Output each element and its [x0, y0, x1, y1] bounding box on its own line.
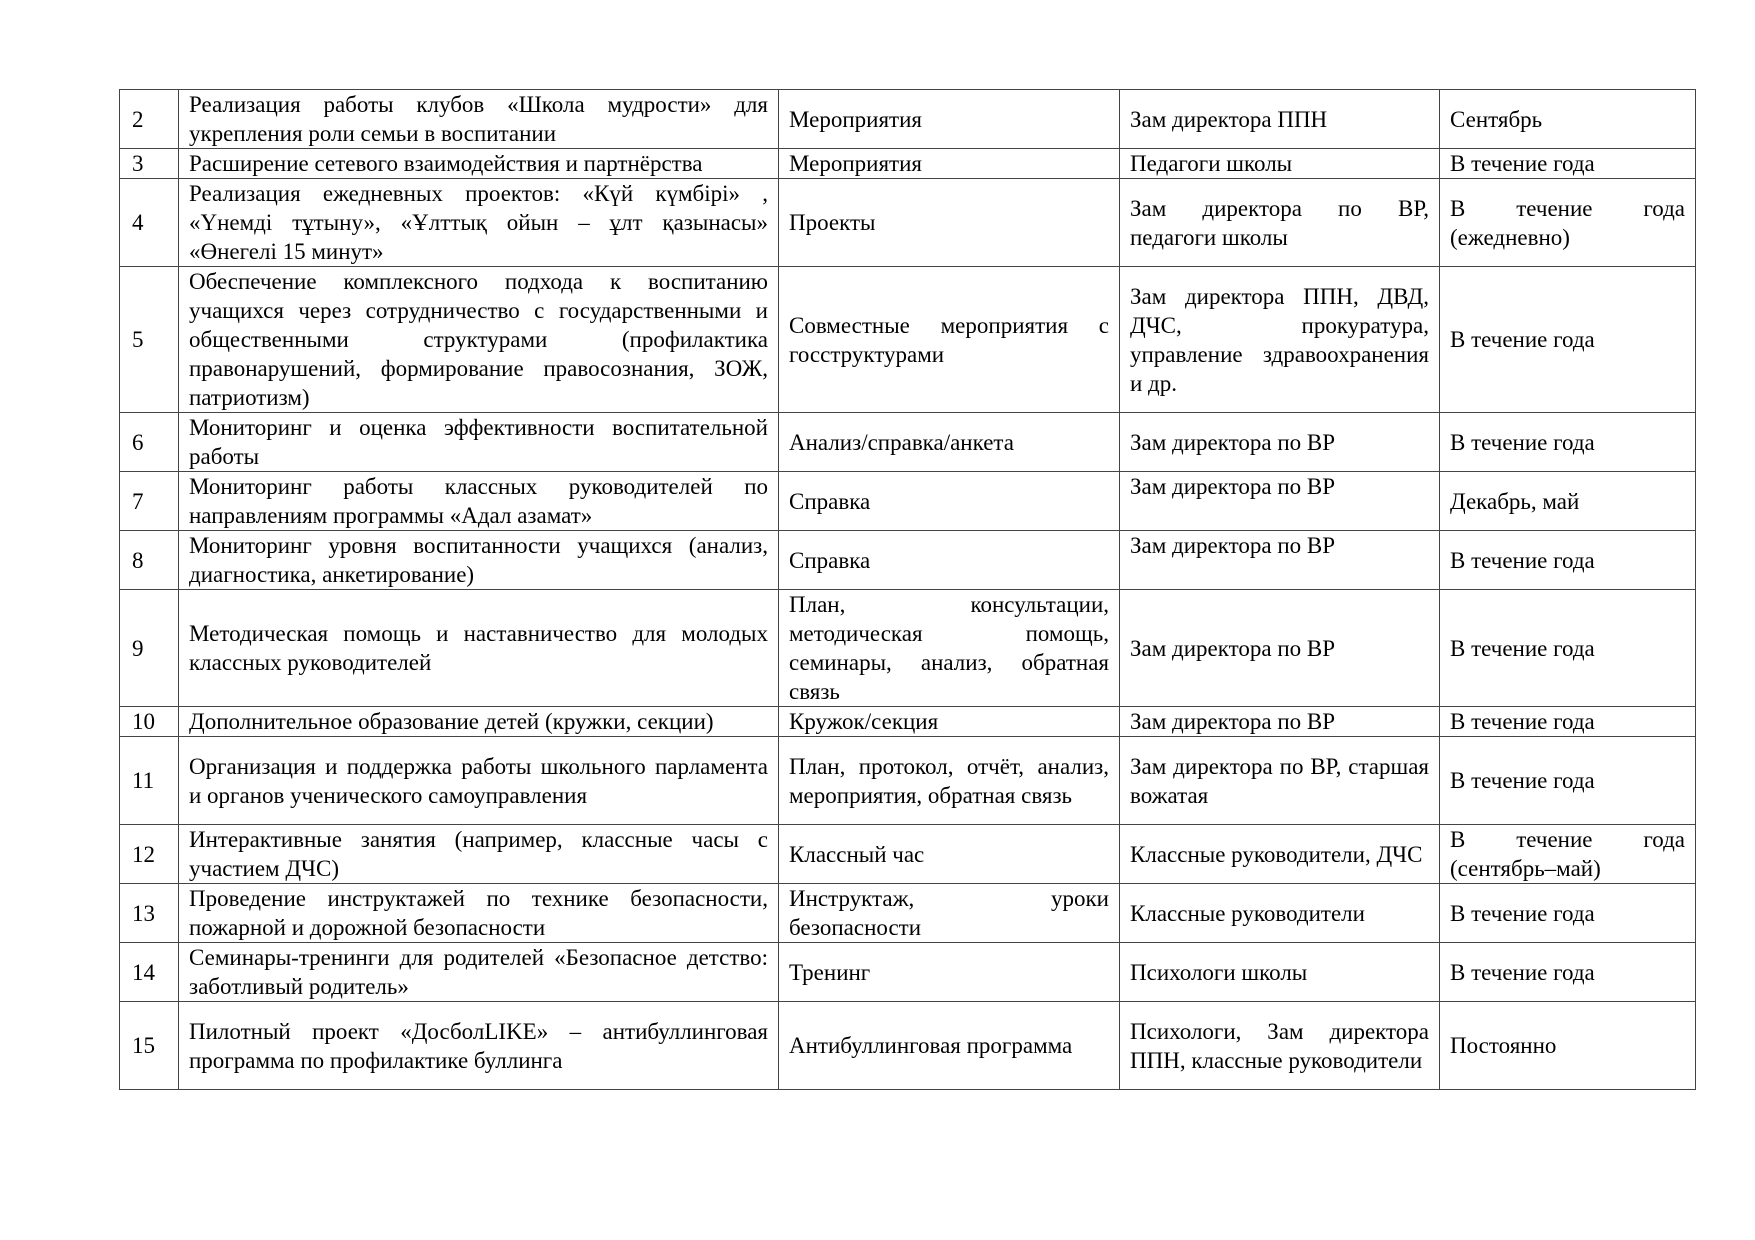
- timing-cell: В течение года (ежедневно): [1440, 179, 1696, 267]
- table-row: [120, 149, 1696, 179]
- timing-cell: В течение года: [1440, 884, 1696, 943]
- timing-cell: Декабрь, май: [1440, 472, 1696, 531]
- table-row: [120, 472, 1696, 531]
- form-cell: Проекты: [779, 179, 1120, 267]
- form-cell: Классный час: [779, 825, 1120, 884]
- table-row: [120, 943, 1696, 1002]
- responsible-cell: Зам директора по ВР: [1120, 413, 1440, 472]
- activity-cell: Реализация работы клубов «Школа мудрости» для укрепления роли семьи в воспитании: [179, 90, 779, 149]
- form-cell: План, консультации, методическая помощь, семинары, анализ, обратная связь: [779, 590, 1120, 707]
- table-row: [120, 737, 1696, 825]
- row-number: 6: [120, 413, 179, 472]
- responsible-cell: Зам директора по ВР: [1120, 531, 1440, 590]
- form-cell: Антибуллинговая программа: [779, 1002, 1120, 1090]
- activity-cell: Мониторинг уровня воспитанности учащихся (анализ, диагностика, анкетирование): [179, 531, 779, 590]
- row-number: 5: [120, 267, 179, 413]
- activity-cell: Организация и поддержка работы школьного парламента и органов ученического самоуправления: [179, 737, 779, 825]
- form-cell: План, протокол, отчёт, анализ, мероприятия, обратная связь: [779, 737, 1120, 825]
- row-number: 10: [120, 707, 179, 737]
- activity-cell: Мониторинг работы классных руководителей по направлениям программы «Адал азамат»: [179, 472, 779, 531]
- table-row: [120, 90, 1696, 149]
- plan-table: [119, 89, 1696, 1090]
- responsible-cell: Зам директора по ВР: [1120, 590, 1440, 707]
- row-number: 8: [120, 531, 179, 590]
- activity-cell: Семинары-тренинги для родителей «Безопасное детство: заботливый родитель»: [179, 943, 779, 1002]
- form-cell: Справка: [779, 531, 1120, 590]
- timing-cell: В течение года: [1440, 737, 1696, 825]
- form-cell: Кружок/секция: [779, 707, 1120, 737]
- timing-cell: Постоянно: [1440, 1002, 1696, 1090]
- responsible-cell: Зам директора по ВР: [1120, 472, 1440, 531]
- table-row: [120, 1002, 1696, 1090]
- responsible-cell: Психологи, Зам директора ППН, классные руководители: [1120, 1002, 1440, 1090]
- activity-cell: Дополнительное образование детей (кружки, секции): [179, 707, 779, 737]
- form-cell: Мероприятия: [779, 149, 1120, 179]
- activity-cell: Расширение сетевого взаимодействия и партнёрства: [179, 149, 779, 179]
- activity-cell: Интерактивные занятия (например, классные часы с участием ДЧС): [179, 825, 779, 884]
- form-cell: Мероприятия: [779, 90, 1120, 149]
- form-cell: Инструктаж, уроки безопасности: [779, 884, 1120, 943]
- responsible-cell: Зам директора ППН, ДВД, ДЧС, прокуратура, управление здравоохранения и др.: [1120, 267, 1440, 413]
- responsible-cell: Зам директора по ВР: [1120, 707, 1440, 737]
- timing-cell: В течение года: [1440, 531, 1696, 590]
- row-number: 9: [120, 590, 179, 707]
- timing-cell: В течение года: [1440, 943, 1696, 1002]
- timing-cell: В течение года: [1440, 149, 1696, 179]
- responsible-cell: Классные руководители: [1120, 884, 1440, 943]
- table-row: [120, 884, 1696, 943]
- responsible-cell: Зам директора по ВР, старшая вожатая: [1120, 737, 1440, 825]
- row-number: 11: [120, 737, 179, 825]
- form-cell: Тренинг: [779, 943, 1120, 1002]
- responsible-cell: Педагоги школы: [1120, 149, 1440, 179]
- row-number: 3: [120, 149, 179, 179]
- table-row: [120, 590, 1696, 707]
- responsible-cell: Психологи школы: [1120, 943, 1440, 1002]
- timing-cell: В течение года: [1440, 267, 1696, 413]
- activity-cell: Пилотный проект «ДосболLIKE» – антибуллинговая программа по профилактике буллинга: [179, 1002, 779, 1090]
- form-cell: Совместные мероприятия с госструктурами: [779, 267, 1120, 413]
- row-number: 14: [120, 943, 179, 1002]
- row-number: 2: [120, 90, 179, 149]
- responsible-cell: Классные руководители, ДЧС: [1120, 825, 1440, 884]
- table-row: [120, 267, 1696, 413]
- row-number: 7: [120, 472, 179, 531]
- table-row: [120, 413, 1696, 472]
- timing-cell: В течение года: [1440, 413, 1696, 472]
- responsible-cell: Зам директора ППН: [1120, 90, 1440, 149]
- timing-cell: В течение года: [1440, 590, 1696, 707]
- plan-table-body: [120, 90, 1696, 1090]
- activity-cell: Обеспечение комплексного подхода к воспитанию учащихся через сотрудничество с государственными и общественными структурами (профилактика правонарушений, формирование правосознания, ЗОЖ, патриотизм): [179, 267, 779, 413]
- table-row: [120, 707, 1696, 737]
- table-row: [120, 825, 1696, 884]
- activity-cell: Мониторинг и оценка эффективности воспитательной работы: [179, 413, 779, 472]
- row-number: 12: [120, 825, 179, 884]
- activity-cell: Проведение инструктажей по технике безопасности, пожарной и дорожной безопасности: [179, 884, 779, 943]
- timing-cell: В течение года: [1440, 707, 1696, 737]
- row-number: 15: [120, 1002, 179, 1090]
- row-number: 4: [120, 179, 179, 267]
- timing-cell: В течение года (сентябрь–май): [1440, 825, 1696, 884]
- form-cell: Анализ/справка/анкета: [779, 413, 1120, 472]
- row-number: 13: [120, 884, 179, 943]
- table-row: [120, 179, 1696, 267]
- activity-cell: Реализация ежедневных проектов: «Күй күмбірі» , «Үнемді тұтыну», «Ұлттық ойын – ұлт қазынасы» «Өнегелі 15 минут»: [179, 179, 779, 267]
- activity-cell: Методическая помощь и наставничество для молодых классных руководителей: [179, 590, 779, 707]
- responsible-cell: Зам директора по ВР, педагоги школы: [1120, 179, 1440, 267]
- timing-cell: Сентябрь: [1440, 90, 1696, 149]
- form-cell: Справка: [779, 472, 1120, 531]
- table-row: [120, 531, 1696, 590]
